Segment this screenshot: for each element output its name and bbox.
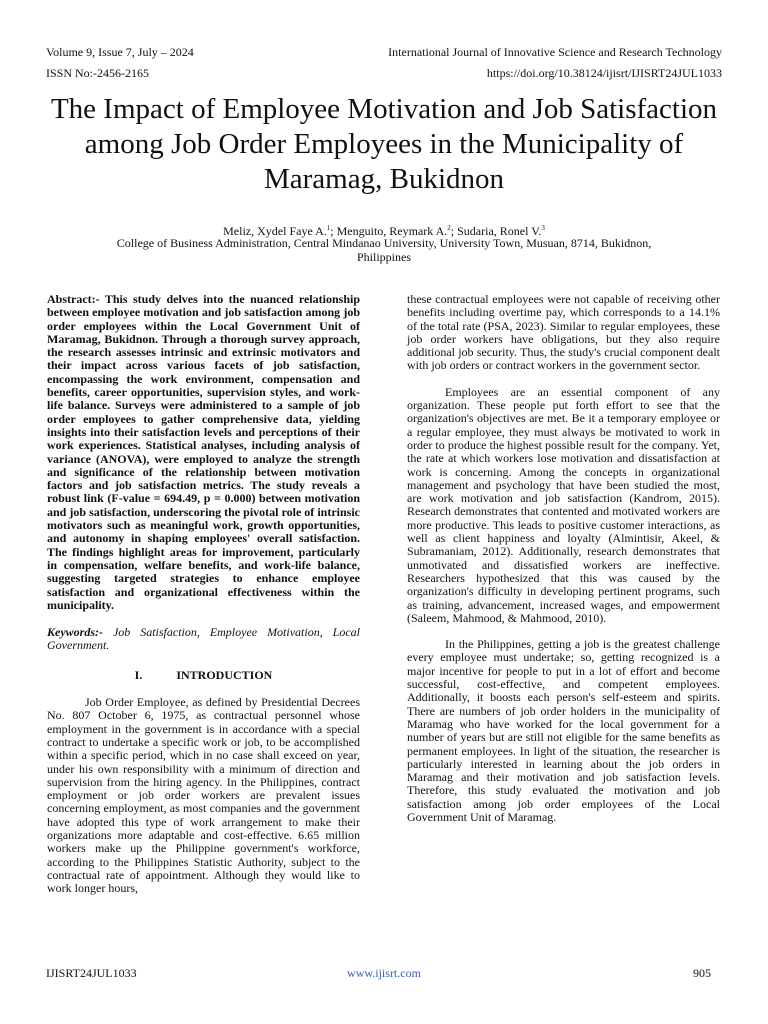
affiliation: College of Business Administration, Central Mindanao University, University Town, Musuan, 8714, Bukidnon, Philippines	[116, 236, 652, 264]
journal-name: International Journal of Innovative Science and Research Technology	[388, 45, 722, 59]
footer-paper-id: IJISRT24JUL1033	[46, 966, 137, 980]
issn: ISSN No:-2456-2165	[46, 66, 150, 80]
section-title: INTRODUCTION	[176, 667, 273, 682]
abstract-label: Abstract:-	[47, 292, 100, 306]
volume-issue: Volume 9, Issue 7, July – 2024	[46, 45, 194, 59]
doi-link[interactable]: https://doi.org/10.38124/ijisrt/IJISRT24JUL1033	[486, 66, 722, 80]
author-affiliation-mark: 1	[326, 224, 331, 232]
abstract	[47, 293, 360, 612]
keywords-label: Keywords:-	[47, 625, 103, 640]
keywords	[47, 626, 360, 653]
author-name: Meliz, Xydel Faye A.	[223, 224, 327, 238]
author-name: Menguito, Reymark A.	[336, 224, 448, 238]
author-affiliation-mark: 3	[541, 224, 545, 232]
footer-website-link[interactable]: www.ijisrt.com	[347, 966, 421, 980]
body-paragraph: these contractual employees were not capable of receiving other benefits including overtime pay, which corresponds to a 14.1% of the total rate (PSA, 2023). Similar to regular employees, these job order workers have obligations, but they also require additional job security. Thus, the study's crucial component dealt with job orders or contract workers in the government sector.	[407, 292, 720, 373]
right-column	[407, 293, 720, 824]
left-column	[47, 293, 360, 895]
author-list: Meliz, Xydel Faye A.$^1$; Menguito, Reymark A.$^2$; Sudaria, Ronel V.$^3$	[223, 224, 545, 238]
section-number: I.	[134, 667, 143, 682]
body-paragraph: Job Order Employee, as defined by Presidential Decrees No. 807 October 6, 1975, as contractual personnel whose employment in the government is in accordance with a special contract to undertake a specific work or job, to be accomplished within a specific period, which in no case shall exceed on year, under his own responsibility with a minimum of direction and supervision from the hiring agency. In the Philippines, contract employment or job order workers are prevalent issues concerning employment, as most companies and the government have adopted this type of work arrangement to make their organizations more adaptable and cost-effective. 6.65 million workers make up the Philippine government's workforce, according to the Philippines Statistic Authority, subject to the contractual rate of appointment. Although they would like to work longer hours,	[47, 695, 360, 896]
page-number: 905	[693, 966, 711, 980]
section-heading	[47, 669, 360, 682]
body-paragraph: Employees are an essential component of any organization. These people put forth effort to see that the organization's objectives are met. Be it a temporary employee or a regular employee, they must always be motivated to work in order to produce the highest possible result for the company. Yet, the rate at which workers lose motivation and dissatisfaction at work is concerning. Among the concepts in organizational management and psychology that have been studied the most, are work motivation and job satisfaction (Kandrom, 2015). Research demonstrates that contented and motivated workers are more productive. This leads to positive customer interactions, as well as client happiness and loyalty (Almintisir, Akeel, & Subramaniam, 2012). Additionally, research demonstrates that unmotivated and dissatisfied workers are ineffective. Researchers hypothesized that this was caused by the organization's difficulty in developing pertinent programs, such as training, advancement, increased wages, and empowerment (Saleem, Mahmood, & Mahmood, 2010).	[407, 384, 720, 625]
body-paragraph: In the Philippines, getting a job is the greatest challenge every employee must undertake; so, getting recognized is a major incentive for people to put in a lot of effort and become successful, cost-effective, and competent employees. Additionally, it boosts each person's self-esteem and spirits. There are numbers of job order holders in the municipality of Maramag who have worked for the local government for a number of years but are still not eligible for the same benefits as permanent employees. In light of the situation, the researcher is particularly interested in learning about the job orders in Maramag and their motivation and job satisfaction levels. Therefore, this study evaluated the motivation and job satisfaction among job order employees of the Local Government Unit of Maramag.	[407, 637, 720, 824]
abstract-text: This study delves into the nuanced relationship between employee motivation and job satisfaction among job order employees within the Local Government Unit of Maramag, Bukidnon. Through a thorough survey approach, the research assesses intrinsic and extrinsic motivators and their impact across various facets of job satisfaction, encompassing the work environment, compensation and benefits, career opportunities, supervision styles, and work-life balance. Surveys were administered to a sample of job order employees to gather comprehensive data, yielding insights into their satisfaction levels and perceptions of their work experiences. Statistical analyses, including analysis of variance (ANOVA), were employed to analyze the strength and significance of the relationship between motivation factors and job satisfaction metrics. The study reveals a robust link (F-value = 694.49, p = 0.000) between motivation and job satisfaction, underscoring the pivotal role of intrinsic motivators such as meaningful work, growth opportunities, and autonomy in shaping employees' overall satisfaction. The findings highlight areas for improvement, particularly in compensation, welfare benefits, and work-life balance, suggesting targeted strategies to enhance employee satisfaction and organizational effectiveness within the municipality.	[47, 292, 360, 612]
author-affiliation-mark: 2	[447, 224, 451, 232]
keywords-text: Job Satisfaction, Employee Motivation, Local Government.	[47, 625, 360, 653]
author-name: Sudaria, Ronel V.	[457, 224, 542, 238]
paper-title: The Impact of Employee Motivation and Job Satisfaction among Job Order Employees in the Municipality of Maramag, Bukidnon	[50, 93, 718, 195]
